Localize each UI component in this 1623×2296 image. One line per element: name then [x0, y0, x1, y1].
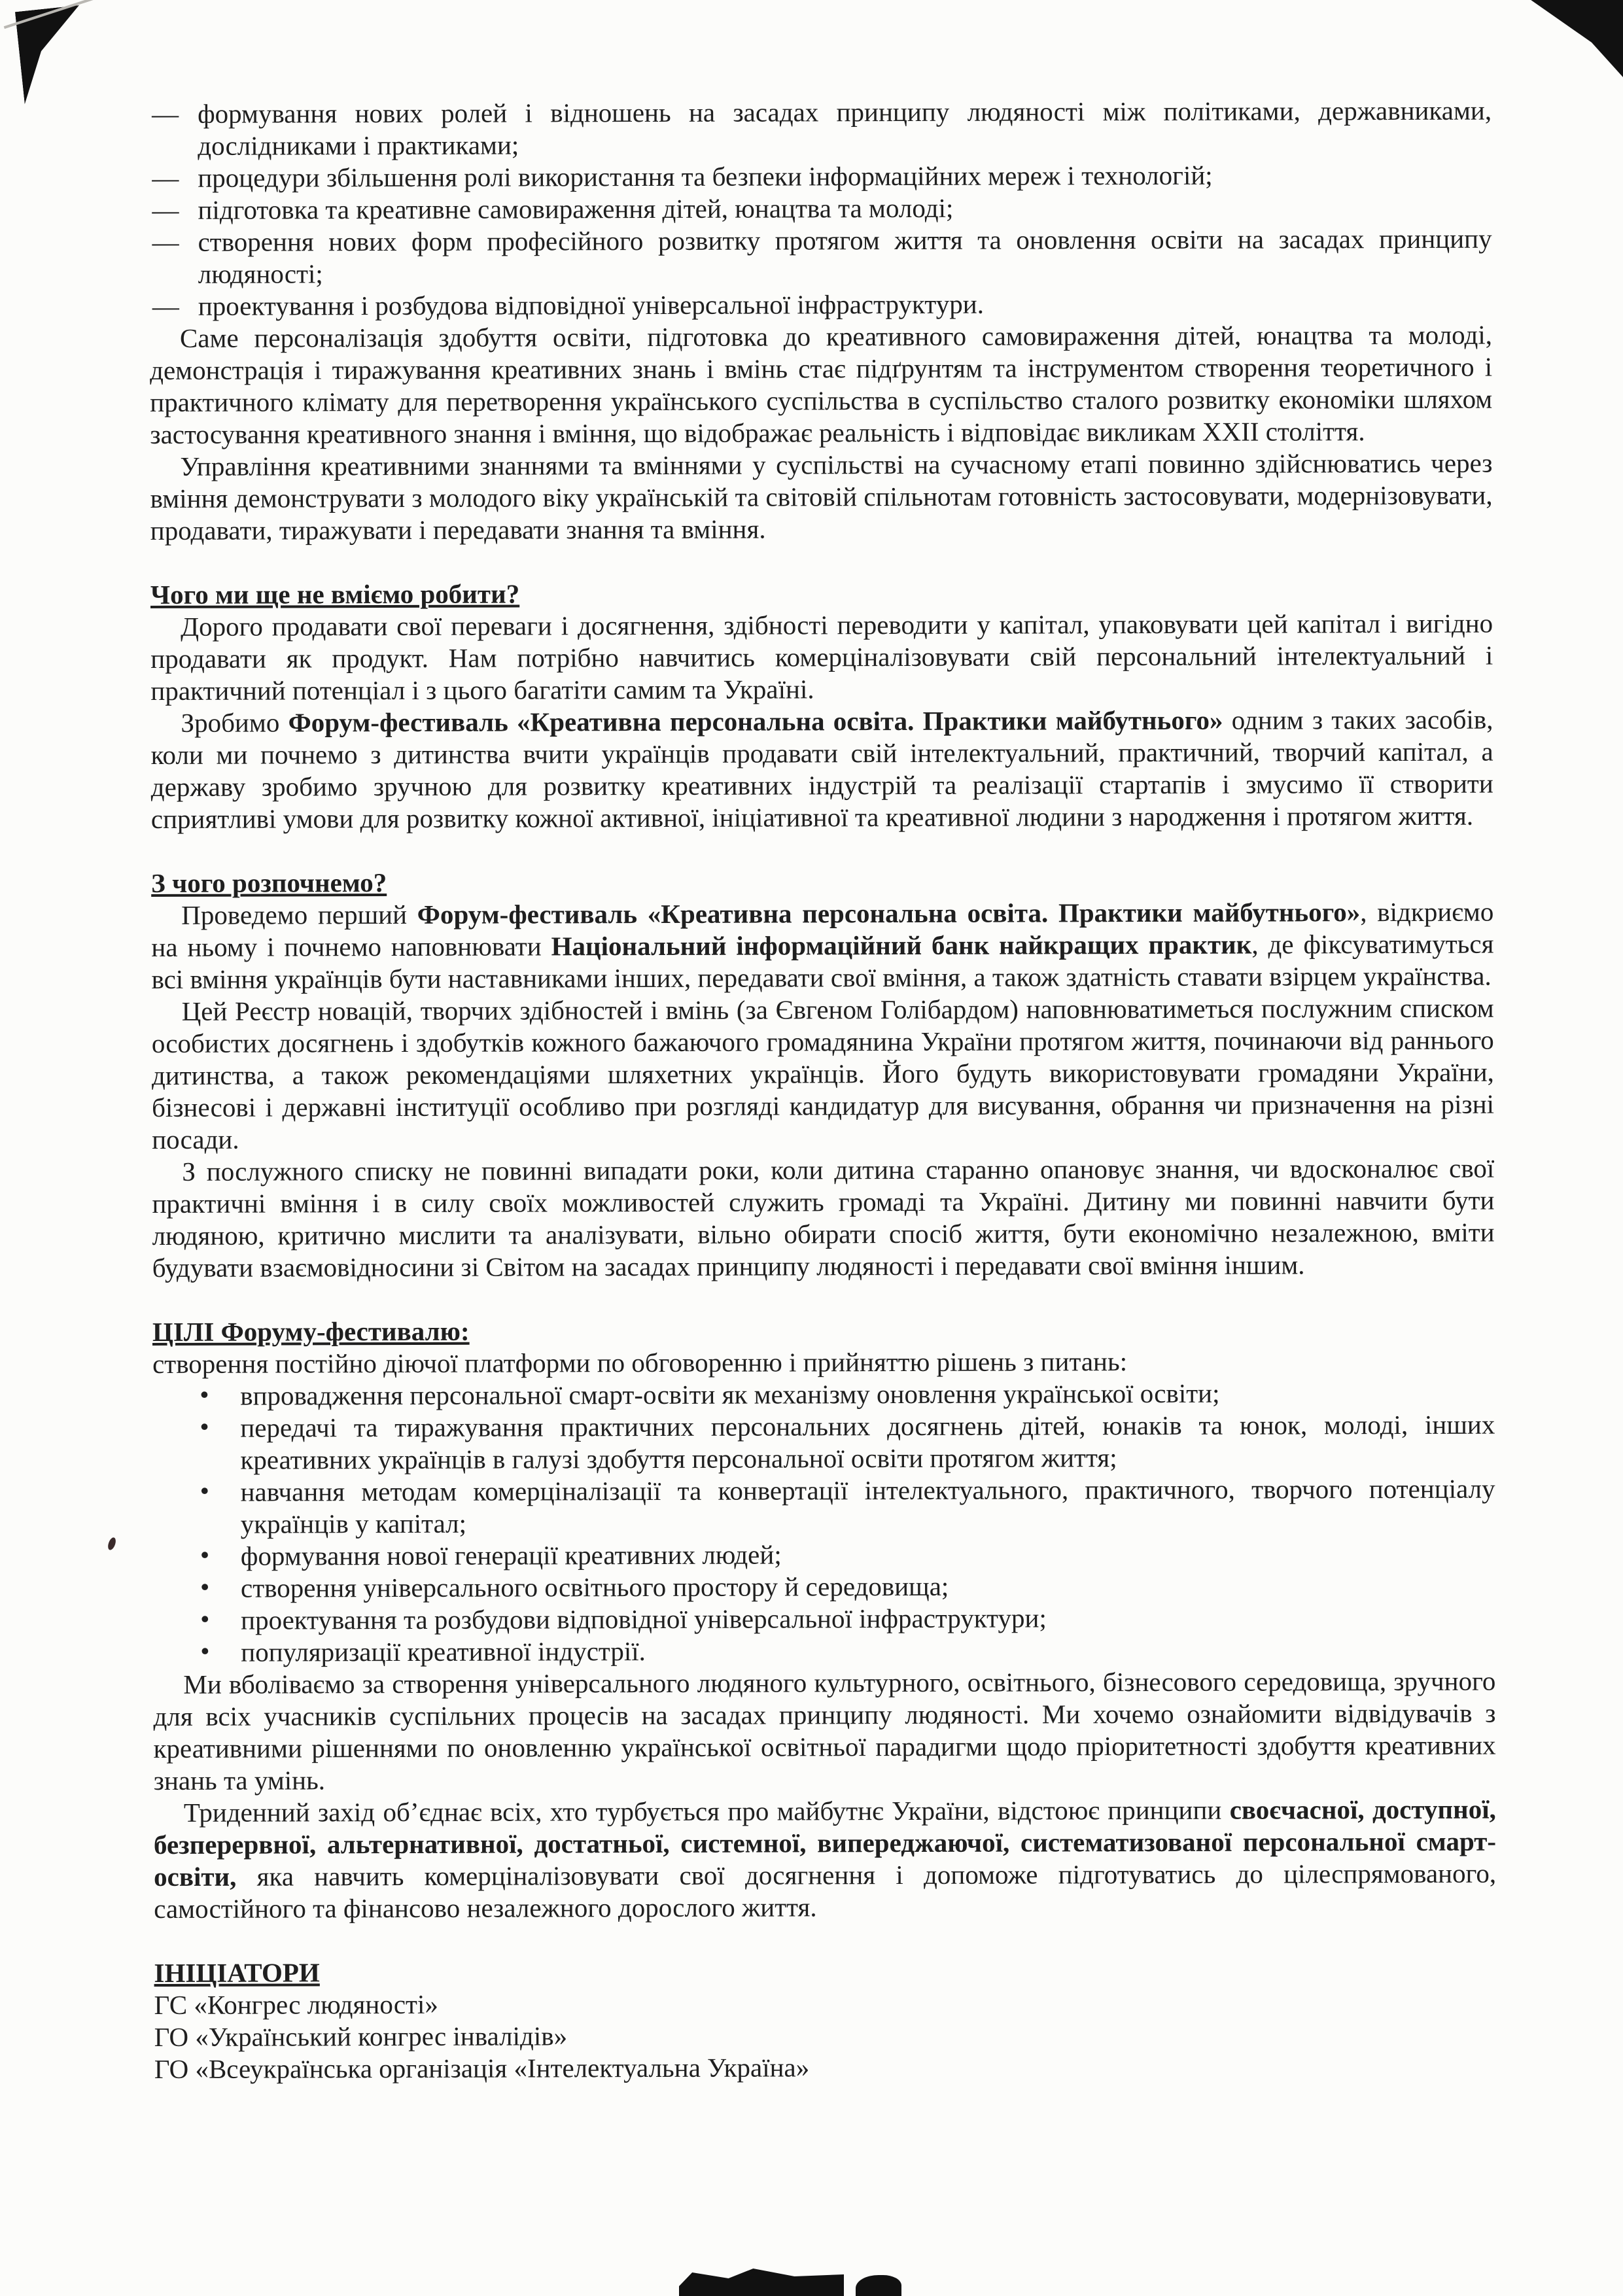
section-heading-goals: ЦІЛІ Форуму-фестивалю:: [152, 1315, 470, 1347]
paragraph: З послужного списку не повинні випадати роки, коли дитина старанно опановує знання, чи вдосконалює свої практичні вміння і в силу своїх можливостей служить громаді та Україні. Дитину ми повинні навчити бути людяною, критично мислити та аналізувати, вільно обирати спосіб життя, бути економічно незалежною, вміти будувати взаємовідносини зі Світом на засадах принципу людяності і передавати свої вміння іншим.: [152, 1153, 1495, 1283]
bullet-marker: •: [200, 1571, 210, 1602]
dash-marker: —: [152, 290, 179, 321]
list-item: [149, 95, 1492, 162]
paragraph: Управління креативними знаннями та вміннями у суспільстві на сучасному етапі повинно здійснюватись через вміння демонструвати з молодого віку українській та світовій спільнотам готовність застосовувати, модернізовувати, продавати, тиражувати і передавати знання та вміння.: [150, 447, 1493, 546]
section-heading-what-we-cannot-do: Чого ми ще не вміємо робити?: [150, 578, 520, 610]
section-heading-where-we-start: З чого розпочнемо?: [151, 867, 387, 898]
scan-artifact-bottom-blob: [679, 2265, 844, 2296]
list-item: [153, 1633, 1495, 1669]
list-item: [153, 1569, 1495, 1605]
bullet-marker: •: [200, 1379, 209, 1410]
list-item-text: проектування та розбудови відповідної універсальної інфраструктури;: [241, 1603, 1047, 1635]
list-item: [152, 1409, 1495, 1476]
dash-marker: —: [152, 98, 179, 129]
bullet-marker: •: [200, 1603, 210, 1634]
paragraph-segment: , де фіксуватимуться всі вміння українців бути наставниками інших, передавати свої вміння, а також здатність ставати взірцем українства.: [151, 928, 1494, 994]
list-item-text: проектування і розбудова відповідної універсальної інфраструктури.: [198, 288, 984, 321]
dash-marker: —: [152, 226, 179, 257]
list-item-text: створення нових форм професійного розвитку протягом життя та оновлення освіти на засадах принципу людяності;: [198, 223, 1492, 289]
paragraph-bold-segment: своєчасної, доступної, безперервної, альтернативної, достатньої, системної, випереджаючої, систематизованої персональної смарт-освіти,: [153, 1794, 1497, 1892]
goals-bullet-list: [152, 1377, 1495, 1669]
list-item-text: створення універсального освітнього простору й середовища;: [240, 1571, 949, 1603]
initiator-line: ГС «Конгрес людяності»: [154, 1989, 438, 2020]
list-item: [149, 191, 1492, 226]
list-item-text: формування нової генерації креативних людей;: [240, 1539, 782, 1571]
paragraph-segment: Зробимо: [181, 707, 288, 738]
paragraph: [154, 1794, 1497, 1925]
list-item: [150, 223, 1492, 290]
list-item: [153, 1473, 1495, 1540]
list-item-text: підготовка та креативне самовираження дітей, юнацтва та молоді;: [198, 192, 954, 225]
list-item-text: формування нових ролей і відношень на засадах принципу людяності між політиками, державниками, дослідниками і практиками;: [198, 95, 1492, 161]
paragraph-bold-segment: Форум-фестиваль «Креативна персональна освіта. Практики майбутнього»: [417, 897, 1361, 930]
list-item-text: популяризації креативної індустрії.: [241, 1636, 646, 1667]
paragraph-bold-segment: Форум-фестиваль «Креативна персональна освіта. Практики майбутнього»: [288, 704, 1223, 738]
paragraph: Цей Реєстр новацій, творчих здібностей і вмінь (за Євгеном Голібардом) наповнюватиметься послужним списком особистих досягнень і здобутків кожного бажаючого громадянина України протягом життя, починаючи від раннього дитинства, а також рекомендаціями шляхетних українців. Його будуть використовувати громадяни України, бізнесові і державні інституції особливо при розгляді кандидатур для висування, обрання чи призначення на різні посади.: [151, 992, 1495, 1155]
paragraph-segment: Проведемо перший: [181, 899, 417, 930]
bullet-marker: •: [200, 1411, 209, 1442]
paragraph: Ми вболіваємо за створення універсального людяного культурного, освітнього, бізнесового середовища, зручного для всіх учасників суспільних процесів на засадах принципу людяності. Ми хочемо ознайомити відвідувачів з креативними рішеннями по оновленню української освітньої парадигми щодо пріоритетності здобуття креативних знань та умінь.: [153, 1665, 1496, 1796]
scan-speck-left-margin: [107, 1537, 117, 1551]
list-item: [152, 1377, 1495, 1412]
bullet-marker: •: [200, 1635, 210, 1666]
list-item: [150, 287, 1492, 322]
paragraph-segment: Триденний захід об’єднає всіх, хто турбується про майбутнє України, відстоює принципи: [183, 1794, 1230, 1828]
list-item-text: навчання методам комерціналізації та конвертації інтелектуального, практичного, творчого потенціалу українців у капітал;: [240, 1473, 1495, 1539]
initiator-line: ГО «Український конгрес інвалідів»: [154, 2021, 568, 2052]
dash-marker: —: [152, 194, 179, 225]
scan-artifact-bottom-blob-small: [856, 2275, 901, 2296]
document-content: [149, 95, 1497, 2085]
scan-artifact-corner-top-right: [1518, 0, 1623, 77]
list-item: [153, 1537, 1495, 1573]
initiators-list: [154, 1986, 1497, 2085]
paragraph-segment: яка навчить комерціналізовувати свої досягнення і допоможе підготуватись до цілеспрямованого, самостійного та фінансово незалежного дорослого життя.: [154, 1858, 1497, 1924]
list-item-text: передачі та тиражування практичних персональних досягнень дітей, юнаків та юнок, молоді, інших креативних українців в галузі здобуття персональної освіти протягом життя;: [240, 1409, 1495, 1475]
paragraph: [150, 704, 1493, 835]
paragraph: [151, 896, 1493, 996]
paragraph-segment: , відкриємо на ньому і почнемо наповнювати: [151, 896, 1494, 962]
paragraph: Саме персоналізація здобуття освіти, підготовка до креативного самовираження дітей, юнацтва та молоді, демонстрація і тиражування креативних знань і вмінь стає підґрунтям та інструментом створення теоретичного і практичного клімату для перетворення українського суспільства в суспільство сталого розвитку економіки шляхом застосування креативного знання і вміння, що відображає реальність і відповідає викликам XXII століття.: [150, 319, 1493, 449]
initiator-line: ГО «Всеукраїнська організація «Інтелектуальна Україна»: [154, 2052, 810, 2084]
bullet-marker: •: [200, 1475, 209, 1506]
list-item: [153, 1601, 1495, 1637]
top-dash-list: [149, 95, 1492, 322]
dash-marker: —: [152, 162, 179, 193]
list-item-text: впровадження персональної смарт-освіти як механізму оновлення української освіти;: [240, 1378, 1220, 1411]
list-item-text: процедури збільшення ролі використання та безпеки інформаційних мереж і технологій;: [198, 160, 1213, 193]
section-heading-initiators: ІНІЦІАТОРИ: [154, 1957, 320, 1988]
bullet-marker: •: [200, 1539, 210, 1570]
paragraph-segment: одним з таких засобів, коли ми почнемо з дитинства вчити українців продавати свій інтелектуальний, практичний, творчий капітал, а державу зробимо зручною для розвитку креативних індустрій та реалізації стартапів і змусимо її створити сприятливі умови для розвитку кожної активної, ініціативної та креативної людини з народження і протягом життя.: [150, 704, 1493, 834]
list-item: [149, 159, 1492, 194]
paragraph-bold-segment: Національний інформаційний банк найкращих практик: [551, 929, 1252, 962]
goals-intro-line: створення постійно діючої платформи по обговоренню і прийняттю рішень з питань:: [152, 1346, 1128, 1379]
paragraph: Дорого продавати свої переваги і досягнення, здібності переводити у капітал, упаковувати цей капітал і вигідно продавати як продукт. Нам потрібно навчитись комерціналізовувати свій персональний інтелектуальний і практичний потенціал і з цього багатіти самим та Україні.: [150, 608, 1493, 706]
